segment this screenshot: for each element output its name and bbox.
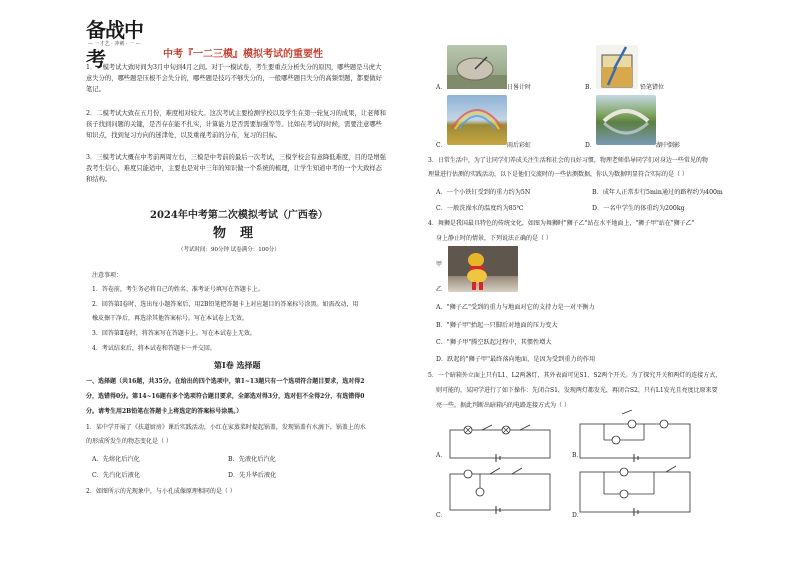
q2-stem: 2．如图所示的光现象中，与小孔成像原理相同的是（ ） [86, 488, 236, 495]
q5-stem-1: 5．一个暗箱外立面上只有L1、L2两盏灯，其外表面可见S1、S2两个开关。为了探究开关和两灯的连接方式， [428, 372, 722, 379]
q1-option-c: C．先汽化后液化 [92, 472, 141, 479]
q5-option-c: C． [436, 512, 447, 519]
logo-subtitle: — 一才艺 · 冲刺 · 一 — [88, 41, 141, 47]
section-intro-2: 分，选错得0分。第14~16题有多个选项符合题目要求，全部选对得3分，选对但不全得2分，有选错得0 [86, 393, 365, 400]
note-2: 2．回答第Ⅰ卷时，选出每小题答案后，用2B铅笔把答题卡上对应题目的答案标号涂黑。如需改动，用 [92, 301, 359, 308]
q3-option-b: B．成年人正常步行5min通过的路程约为400m [592, 189, 723, 196]
section-title: 第Ⅰ卷 选择题 [214, 360, 261, 370]
q1-stem-1: 1．某中学开展了《扶道厨房》课后实践活动，小红在家蒸菜时提起锅盖，发现锅盖有水滴下，锅盖上的水 [86, 424, 366, 431]
q1-option-d: D．先升华后液化 [228, 472, 277, 479]
q3-option-d: D．一名中学生的体重约为200kg [592, 205, 685, 212]
q2-label-c: C． [436, 142, 447, 149]
exam-subject: 物理 [213, 226, 268, 241]
note-3: 3．回答第Ⅱ卷时，将答案写在答题卡上。写在本试卷上无效。 [92, 330, 256, 337]
pencil-glass-icon [596, 45, 638, 89]
q4-label-jia: 甲 [436, 261, 443, 268]
exam-meta: （考试时间：90分钟 试卷满分：100分） [178, 247, 280, 253]
q2-caption-b: 铅笔错位 [640, 84, 665, 91]
q5-stem-2: 则可能的，某同学进行了如下操作：先闭合S1，发现两灯都发光，再闭合S2，只有L1发光且亮度比原来要 [436, 387, 718, 394]
section-intro-1: 一、选择题（共16题，共35分。在给出的四个选项中，第1~13题只有一个选项符合题目要求，选对得2 [86, 378, 365, 385]
sundial-image [447, 45, 507, 89]
note-4: 4．考试结束后，将本试卷和答题卡一并交回。 [92, 345, 216, 352]
q3-option-c: C．一般洗澡水的温度约为85℃ [436, 205, 524, 212]
q3-stem-2: 理量进行估测的实践活动，以下是他们交流时的一些估测数据，你认为数据明显符合实际的是（ ） [428, 171, 688, 178]
banner-title: 中考『一二三模』模拟考试的重要性 [163, 49, 323, 60]
q4-label-yi: 乙 [436, 286, 443, 293]
q1-option-a: A．先熔化后汽化 [92, 456, 140, 463]
circuit-b [574, 410, 704, 470]
q3-option-a: A．一个小铁钉受到的重力约为5N [436, 189, 531, 196]
q5-option-a: A． [436, 452, 447, 459]
q5-stem-3: 亮一些。据此判断出暗箱内的电路连接方式为（ ） [436, 402, 570, 409]
circuit-c [440, 462, 570, 522]
q4-stem-1: 4．舞狮是我国最具特色的传统文化，如图为舞狮时"狮子乙"站在水平地面上，"狮子甲"站在"狮子乙" [428, 220, 695, 227]
rainbow-image [447, 95, 507, 145]
note-1: 1．答卷前，考生务必将自己的姓名、准考证号填写在答题卡上。 [92, 286, 264, 293]
q5-option-d: D． [572, 512, 583, 519]
q2-label-a: A． [436, 84, 447, 91]
notes-title: 注意事项： [92, 272, 123, 279]
lion-dance-image [448, 246, 518, 292]
circuit-a-diagram [440, 420, 570, 465]
rainbow-icon [447, 95, 507, 145]
q5-option-b: B． [572, 452, 583, 459]
q4-option-c: C．"狮子甲"腾空跃起过程中，其惯性增大 [436, 339, 552, 346]
intro-para-2: 2．二模考试大致在五月份，难度相对较大。这次考试主要检测学校以及学生在第一轮复习的成果，让老师和孩子找到问题的关键，是否存在能不扎实，计算能力是否需要加强等等。比如在考试的时候，需要注意哪些知识点，找到复习方向的迷津处，以及重视考前的分布，复习的目标。 [86, 110, 386, 140]
pencil-glass-image [596, 45, 638, 89]
exam-title: 2024年中考第二次模拟考试（广西卷） [150, 210, 328, 221]
q1-stem-2: 的形成所发生的物态变化是（ ） [86, 438, 172, 445]
sundial-icon [447, 45, 507, 89]
circuit-d-diagram [574, 462, 704, 518]
circuit-b-diagram [574, 410, 704, 466]
q4-option-a: A．"狮子乙"受到的重力与地面对它的支持力是一对平衡力 [436, 304, 595, 311]
q2-caption-c: 雨后彩虹 [507, 142, 532, 149]
q2-caption-a: 日晷计时 [507, 84, 532, 91]
section-intro-3: 分。请考生用2B铅笔在答题卡上将选定的答案标号涂黑。） [86, 408, 243, 415]
bridge-reflection-icon [596, 95, 656, 145]
q4-option-d: D．跃起的"狮子甲"最终落向地面，是因为受到重力的作用 [436, 356, 596, 363]
q4-stem-2: 身上静止时的情景，下列说法正确的是（ ） [436, 235, 552, 242]
logo-title: 备战中考 [86, 18, 143, 71]
q1-option-b: B．先液化后汽化 [228, 456, 276, 463]
q2-label-d: D． [585, 142, 596, 149]
circuit-d [574, 462, 704, 522]
lake-reflection-image [596, 95, 656, 145]
circuit-c-diagram [440, 462, 570, 518]
lion-dance-icon [448, 246, 518, 292]
intro-para-1: 1．一模考试大致时间为3月中旬到4月之间。对于一模试卷，考生要重点分析失分的原因，哪些题是马虎大意失分的，哪些题是压根不会失分的，哪些题是技巧不够失分的，一般哪些题目失分的高频型题，都要做好笔记。 [86, 64, 382, 94]
q2-label-b: B． [585, 84, 596, 91]
q2-caption-d: 湖中倒影 [656, 142, 681, 149]
q3-stem-1: 3．日常生活中，为了让同学们养成关注生活和社会的良好习惯，物理老师倡导同学们对身边一些常见的物 [428, 157, 708, 164]
q4-option-b: B．"狮子甲"抬起一只脚后对地面的压力变大 [436, 322, 558, 329]
note-2-cont: 橡皮擦干净后，再选涂其他答案标号。写在本试卷上无效。 [92, 315, 249, 322]
brand-logo [86, 14, 152, 71]
intro-para-3: 3．三模考试大概在中考前两周左右，三模是中考前的最后一次考试，三模学校会有意降低难度，目的是增强我考生信心，难度只能适中，主要也是对中三年的知识做一个系统的梳理，让学生知道中考的一个大致样态和结构。 [86, 154, 386, 184]
